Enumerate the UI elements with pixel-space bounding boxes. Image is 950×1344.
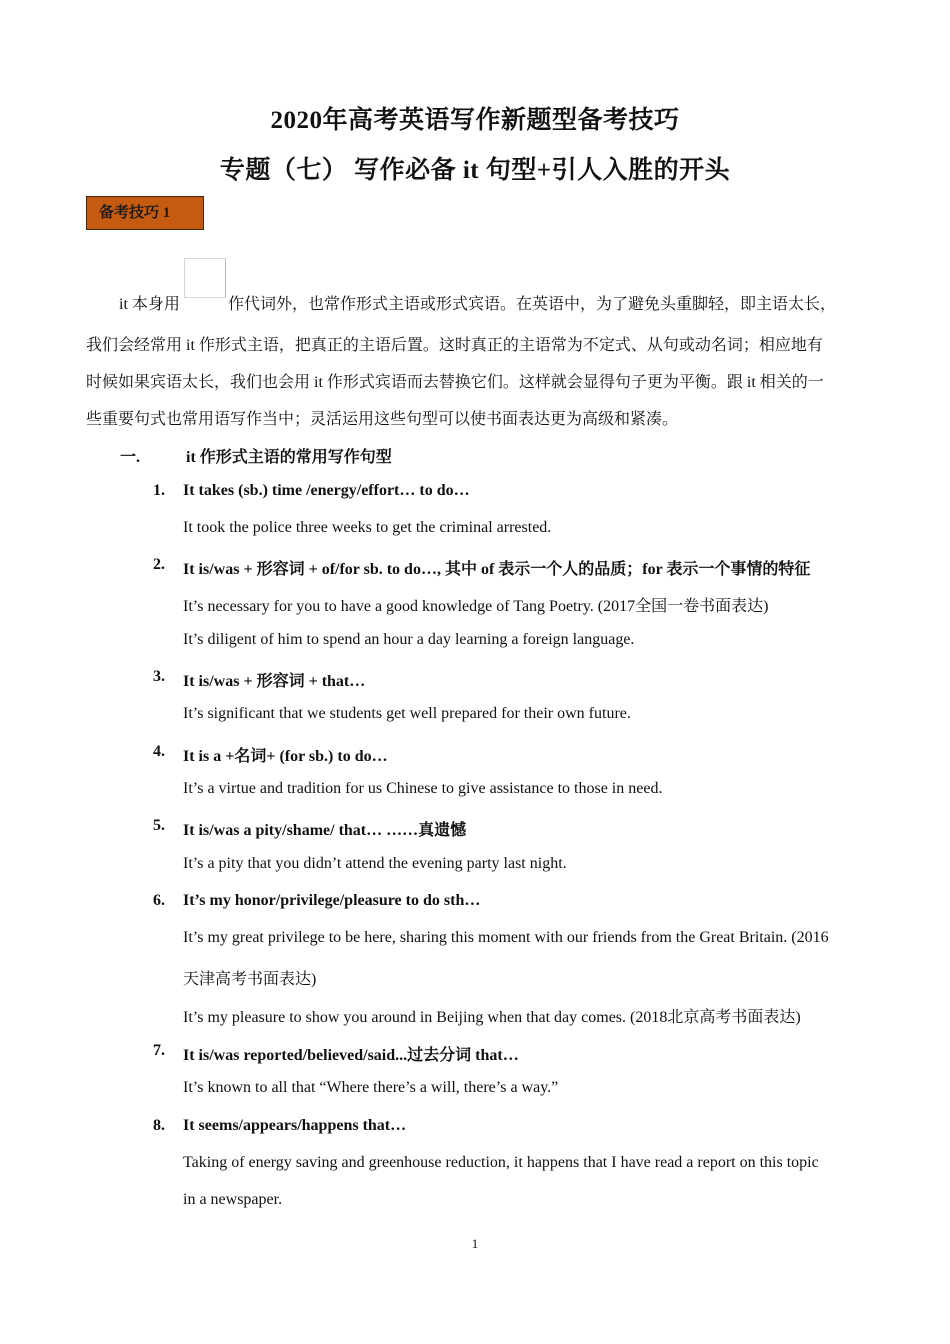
example-sentence: It’s a pity that you didn’t attend the evening party last night.: [183, 855, 567, 872]
pattern-heading: It takes (sb.) time /energy/effort… to do…: [183, 482, 470, 499]
blank-image-placeholder: [184, 258, 226, 298]
pattern-heading: It is/was reported/believed/said...过去分词 that…: [183, 1047, 519, 1064]
intro-line-3: 些重要句式也常用语写作当中；灵活运用这些句型可以使书面表达更为高级和紧凑。: [86, 411, 679, 428]
pattern-heading: It’s my honor/privilege/pleasure to do sth…: [183, 892, 481, 909]
pattern-heading: It seems/appears/happens that…: [183, 1117, 407, 1134]
example-sentence: It’s my pleasure to show you around in Beijing when that day comes. (2018北京高考书面表达): [183, 1009, 801, 1026]
section-title: it 作形式主语的常用写作句型: [186, 449, 392, 466]
item-number: 3.: [153, 668, 165, 685]
item-number: 2.: [153, 556, 165, 573]
example-sentence: It’s my great privilege to be here, sharing this moment with our friends from the Great Britain. (2016: [183, 929, 829, 946]
example-sentence: It’s known to all that “Where there’s a will, there’s a way.”: [183, 1079, 559, 1096]
pattern-heading: It is/was + 形容词 + of/for sb. to do…, 其中 of 表示一个人的品质；for 表示一个事情的特征: [183, 561, 811, 578]
item-number: 7.: [153, 1042, 165, 1059]
example-sentence: in a newspaper.: [183, 1191, 283, 1208]
intro-line-0: it 本身用: [119, 296, 180, 313]
item-number: 4.: [153, 743, 165, 760]
example-sentence: It’s significant that we students get well prepared for their own future.: [183, 705, 631, 722]
pattern-heading: It is a +名词+ (for sb.) to do…: [183, 748, 388, 765]
example-sentence: It took the police three weeks to get the criminal arrested.: [183, 519, 552, 536]
example-sentence: It’s diligent of him to spend an hour a day learning a foreign language.: [183, 631, 635, 648]
item-number: 5.: [153, 817, 165, 834]
intro-line-1: 我们会经常用 it 作形式主语，把真正的主语后置。这时真正的主语常为不定式、从句或动名词；相应地有: [86, 337, 823, 354]
example-sentence: Taking of energy saving and greenhouse reduction, it happens that I have read a report on this topic: [183, 1154, 819, 1171]
document-subtitle: 专题（七） 写作必备 it 句型+引人入胜的开头: [219, 157, 731, 184]
example-sentence: 天津高考书面表达): [183, 971, 317, 988]
item-number: 1.: [153, 482, 165, 499]
example-sentence: It’s necessary for you to have a good knowledge of Tang Poetry. (2017全国一卷书面表达): [183, 598, 769, 615]
tip-tag: 备考技巧 1: [86, 196, 204, 230]
document-title: 2020年高考英语写作新题型备考技巧: [270, 107, 680, 134]
item-number: 6.: [153, 892, 165, 909]
pattern-heading: It is/was a pity/shame/ that… ……真遗憾: [183, 822, 467, 839]
intro-line-2: 时候如果宾语太长，我们也会用 it 作形式宾语而去替换它们。这样就会显得句子更为平衡。跟 it 相关的一: [86, 374, 824, 391]
section-number: 一.: [120, 449, 141, 466]
pattern-heading: It is/was + 形容词 + that…: [183, 673, 366, 690]
intro-line-0b: 作代词外，也常作形式主语或形式宾语。在英语中，为了避免头重脚轻，即主语太长，: [228, 296, 837, 313]
item-number: 8.: [153, 1117, 165, 1134]
section-heading: [120, 444, 392, 467]
example-sentence: It’s a virtue and tradition for us Chinese to give assistance to those in need.: [183, 780, 663, 797]
page-number: 1: [471, 1236, 479, 1251]
